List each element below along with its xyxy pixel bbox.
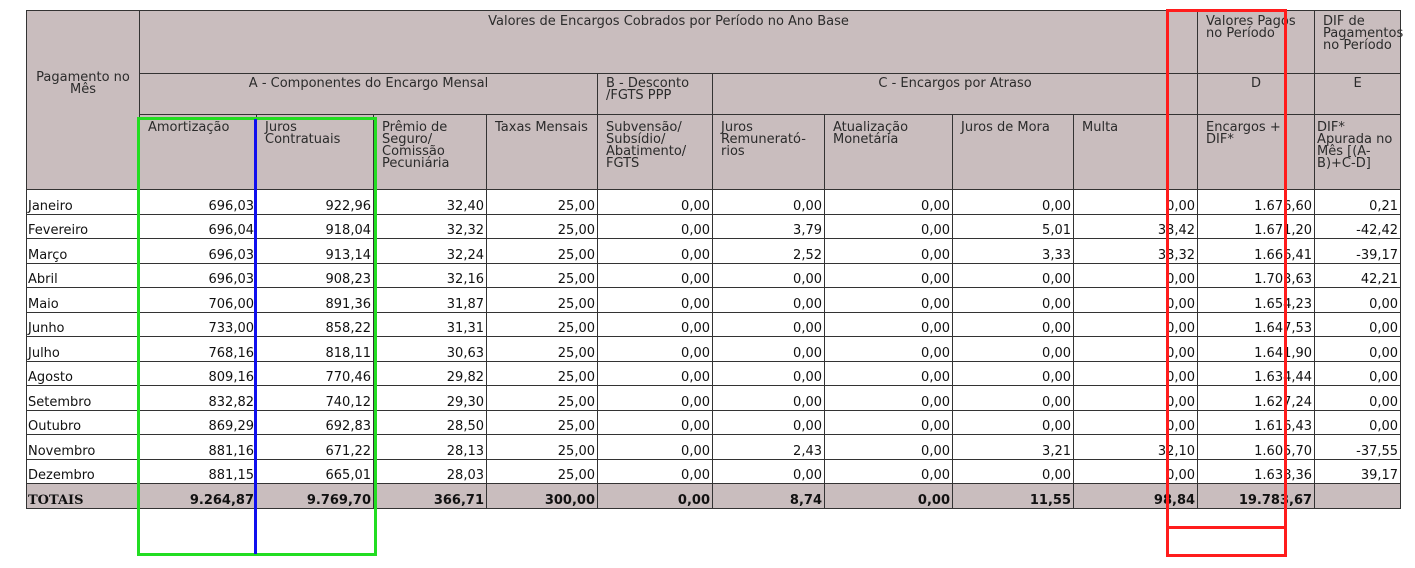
- juros-mora-cell: 3,33: [953, 239, 1074, 264]
- juros-contratuais-cell: 692,83: [257, 410, 374, 435]
- table-row: [27, 263, 1401, 288]
- amortizacao-cell: 696,04: [140, 214, 257, 239]
- col-header-juros-remuneratorios: Juros Remunerató- rios: [713, 115, 825, 190]
- month-cell: Junho: [27, 312, 140, 337]
- atualizacao-monetaria-cell: 0,00: [825, 239, 953, 264]
- juros-remuneratorios-cell: 0,00: [713, 263, 825, 288]
- month-cell: Julho: [27, 337, 140, 362]
- total-juros-remuneratorios: 8,74: [713, 484, 825, 509]
- atualizacao-monetaria-cell: 0,00: [825, 214, 953, 239]
- table-row: [27, 361, 1401, 386]
- juros-mora-cell: 0,00: [953, 386, 1074, 411]
- juros-contratuais-cell: 918,04: [257, 214, 374, 239]
- taxas-mensais-cell: 25,00: [487, 214, 598, 239]
- juros-contratuais-cell: 913,14: [257, 239, 374, 264]
- premio-seguro-cell: 31,87: [374, 288, 487, 313]
- subvencao-cell: 0,00: [598, 386, 713, 411]
- table-row: [27, 410, 1401, 435]
- total-subvencao: 0,00: [598, 484, 713, 509]
- juros-contratuais-cell: 740,12: [257, 386, 374, 411]
- multa-cell: 0,00: [1074, 410, 1198, 435]
- juros-contratuais-cell: 671,22: [257, 435, 374, 460]
- table-row: [27, 459, 1401, 484]
- juros-mora-cell: 0,00: [953, 459, 1074, 484]
- subvencao-cell: 0,00: [598, 459, 713, 484]
- encargos-dif-cell: 1.671,20: [1198, 214, 1315, 239]
- sub-header-e: E: [1315, 74, 1401, 115]
- table-row: [27, 288, 1401, 313]
- taxas-mensais-cell: 25,00: [487, 263, 598, 288]
- atualizacao-monetaria-cell: 0,00: [825, 288, 953, 313]
- subvencao-cell: 0,00: [598, 263, 713, 288]
- juros-mora-cell: 0,00: [953, 190, 1074, 215]
- premio-seguro-cell: 32,24: [374, 239, 487, 264]
- table-row: [27, 435, 1401, 460]
- juros-remuneratorios-cell: 0,00: [713, 312, 825, 337]
- amortizacao-cell: 696,03: [140, 263, 257, 288]
- atualizacao-monetaria-cell: 0,00: [825, 386, 953, 411]
- multa-cell: 33,42: [1074, 214, 1198, 239]
- encargos-dif-cell: 1.634,44: [1198, 361, 1315, 386]
- month-cell: Setembro: [27, 386, 140, 411]
- subvencao-cell: 0,00: [598, 239, 713, 264]
- month-cell: Outubro: [27, 410, 140, 435]
- amortizacao-cell: 809,16: [140, 361, 257, 386]
- month-cell: Agosto: [27, 361, 140, 386]
- month-cell: Abril: [27, 263, 140, 288]
- atualizacao-monetaria-cell: 0,00: [825, 312, 953, 337]
- premio-seguro-cell: 28,13: [374, 435, 487, 460]
- encargos-dif-cell: 1.647,53: [1198, 312, 1315, 337]
- subvencao-cell: 0,00: [598, 337, 713, 362]
- juros-remuneratorios-cell: 0,00: [713, 288, 825, 313]
- multa-cell: 0,00: [1074, 459, 1198, 484]
- encargos-dif-cell: 1.666,41: [1198, 239, 1315, 264]
- subvencao-cell: 0,00: [598, 288, 713, 313]
- juros-mora-cell: 0,00: [953, 337, 1074, 362]
- atualizacao-monetaria-cell: 0,00: [825, 361, 953, 386]
- multa-cell: 0,00: [1074, 288, 1198, 313]
- juros-mora-cell: 3,21: [953, 435, 1074, 460]
- sub-header-b: B - Desconto /FGTS PPP: [598, 74, 713, 115]
- month-cell: Fevereiro: [27, 214, 140, 239]
- premio-seguro-cell: 29,30: [374, 386, 487, 411]
- corner-header: Pagamento no Mês: [27, 11, 140, 190]
- month-cell: Dezembro: [27, 459, 140, 484]
- subvencao-cell: 0,00: [598, 214, 713, 239]
- total-taxas-mensais: 300,00: [487, 484, 598, 509]
- dif-apurada-cell: 0,00: [1315, 361, 1401, 386]
- taxas-mensais-cell: 25,00: [487, 312, 598, 337]
- multa-cell: 0,00: [1074, 190, 1198, 215]
- taxas-mensais-cell: 25,00: [487, 410, 598, 435]
- table-row: [27, 190, 1401, 215]
- juros-contratuais-cell: 922,96: [257, 190, 374, 215]
- taxas-mensais-cell: 25,00: [487, 288, 598, 313]
- multa-cell: 33,32: [1074, 239, 1198, 264]
- amortizacao-cell: 706,00: [140, 288, 257, 313]
- juros-remuneratorios-cell: 0,00: [713, 337, 825, 362]
- col-header-taxas-mensais: Taxas Mensais: [487, 115, 598, 190]
- taxas-mensais-cell: 25,00: [487, 337, 598, 362]
- premio-seguro-cell: 32,32: [374, 214, 487, 239]
- juros-mora-cell: 0,00: [953, 288, 1074, 313]
- month-cell: Janeiro: [27, 190, 140, 215]
- amortizacao-cell: 696,03: [140, 190, 257, 215]
- subvencao-cell: 0,00: [598, 190, 713, 215]
- total-dif-apurada: [1315, 484, 1401, 509]
- amortizacao-cell: 881,15: [140, 459, 257, 484]
- month-cell: Novembro: [27, 435, 140, 460]
- table-row: [27, 214, 1401, 239]
- premio-seguro-cell: 32,40: [374, 190, 487, 215]
- encargos-dif-cell: 1.616,43: [1198, 410, 1315, 435]
- juros-contratuais-cell: 858,22: [257, 312, 374, 337]
- total-atualizacao-monetaria: 0,00: [825, 484, 953, 509]
- dif-apurada-cell: 0,00: [1315, 337, 1401, 362]
- subvencao-cell: 0,00: [598, 410, 713, 435]
- subvencao-cell: 0,00: [598, 312, 713, 337]
- encargos-dif-cell: 1.627,24: [1198, 386, 1315, 411]
- total-encargos-dif: 19.783,67: [1198, 484, 1315, 509]
- col-header-encargos-dif: Encargos + DIF*: [1198, 115, 1315, 190]
- taxas-mensais-cell: 25,00: [487, 190, 598, 215]
- dif-apurada-cell: -42,42: [1315, 214, 1401, 239]
- total-multa: 98,84: [1074, 484, 1198, 509]
- subvencao-cell: 0,00: [598, 361, 713, 386]
- col-header-subvencao: Subvensão/ Subsídio/ Abatimento/ FGTS: [598, 115, 713, 190]
- juros-remuneratorios-cell: 0,00: [713, 386, 825, 411]
- col-header-juros-contratuais: Juros Contratuais: [257, 115, 374, 190]
- amortizacao-cell: 768,16: [140, 337, 257, 362]
- group-title-header: Valores de Encargos Cobrados por Período no Ano Base: [140, 11, 1198, 74]
- table-row: [27, 386, 1401, 411]
- taxas-mensais-cell: 25,00: [487, 386, 598, 411]
- d-group-header: Valores Pagos no Período: [1198, 11, 1315, 74]
- total-premio-seguro: 366,71: [374, 484, 487, 509]
- multa-cell: 0,00: [1074, 337, 1198, 362]
- dif-apurada-cell: 42,21: [1315, 263, 1401, 288]
- juros-remuneratorios-cell: 3,79: [713, 214, 825, 239]
- atualizacao-monetaria-cell: 0,00: [825, 459, 953, 484]
- dif-apurada-cell: 0,21: [1315, 190, 1401, 215]
- premio-seguro-cell: 31,31: [374, 312, 487, 337]
- taxas-mensais-cell: 25,00: [487, 459, 598, 484]
- table-row: [27, 239, 1401, 264]
- dif-apurada-cell: 39,17: [1315, 459, 1401, 484]
- dif-apurada-cell: 0,00: [1315, 386, 1401, 411]
- encargos-dif-cell: 1.641,90: [1198, 337, 1315, 362]
- atualizacao-monetaria-cell: 0,00: [825, 410, 953, 435]
- premio-seguro-cell: 29,82: [374, 361, 487, 386]
- taxas-mensais-cell: 25,00: [487, 361, 598, 386]
- amortizacao-cell: 696,03: [140, 239, 257, 264]
- multa-cell: 0,00: [1074, 361, 1198, 386]
- juros-mora-cell: 0,00: [953, 361, 1074, 386]
- dif-apurada-cell: 0,00: [1315, 312, 1401, 337]
- juros-remuneratorios-cell: 2,43: [713, 435, 825, 460]
- encargos-dif-cell: 1.676,60: [1198, 190, 1315, 215]
- juros-remuneratorios-cell: 0,00: [713, 459, 825, 484]
- multa-cell: 0,00: [1074, 386, 1198, 411]
- juros-mora-cell: 5,01: [953, 214, 1074, 239]
- sub-header-a: A - Componentes do Encargo Mensal: [140, 74, 598, 115]
- juros-mora-cell: 0,00: [953, 312, 1074, 337]
- encargos-report: [26, 10, 1404, 509]
- amortizacao-cell: 832,82: [140, 386, 257, 411]
- multa-cell: 0,00: [1074, 263, 1198, 288]
- totals-label: TOTAIS: [27, 484, 140, 509]
- atualizacao-monetaria-cell: 0,00: [825, 337, 953, 362]
- amortizacao-cell: 881,16: [140, 435, 257, 460]
- premio-seguro-cell: 30,63: [374, 337, 487, 362]
- col-header-multa: Multa: [1074, 115, 1198, 190]
- col-header-amortizacao: Amortização: [140, 115, 257, 190]
- amortizacao-cell: 733,00: [140, 312, 257, 337]
- encargos-dif-cell: 1.638,36: [1198, 459, 1315, 484]
- atualizacao-monetaria-cell: 0,00: [825, 263, 953, 288]
- total-juros-contratuais: 9.769,70: [257, 484, 374, 509]
- dif-apurada-cell: 0,00: [1315, 288, 1401, 313]
- month-cell: Maio: [27, 288, 140, 313]
- totals-row: [27, 484, 1401, 509]
- month-cell: Março: [27, 239, 140, 264]
- col-header-atualizacao-monetaria: Atualização Monetária: [825, 115, 953, 190]
- juros-remuneratorios-cell: 2,52: [713, 239, 825, 264]
- col-header-dif-apurada: DIF* Apurada no Mês [(A-B)+C-D]: [1315, 115, 1401, 190]
- subvencao-cell: 0,00: [598, 435, 713, 460]
- total-juros-mora: 11,55: [953, 484, 1074, 509]
- total-amortizacao: 9.264,87: [140, 484, 257, 509]
- juros-contratuais-cell: 665,01: [257, 459, 374, 484]
- taxas-mensais-cell: 25,00: [487, 435, 598, 460]
- red-total-highlight-box: [1166, 526, 1287, 557]
- premio-seguro-cell: 28,03: [374, 459, 487, 484]
- juros-contratuais-cell: 891,36: [257, 288, 374, 313]
- multa-cell: 32,10: [1074, 435, 1198, 460]
- juros-contratuais-cell: 908,23: [257, 263, 374, 288]
- multa-cell: 0,00: [1074, 312, 1198, 337]
- amortizacao-cell: 869,29: [140, 410, 257, 435]
- col-header-premio-seguro: Prêmio de Seguro/ Comissão Pecuniária: [374, 115, 487, 190]
- sub-header-c: C - Encargos por Atraso: [713, 74, 1198, 115]
- atualizacao-monetaria-cell: 0,00: [825, 435, 953, 460]
- col-header-juros-mora: Juros de Mora: [953, 115, 1074, 190]
- juros-contratuais-cell: 818,11: [257, 337, 374, 362]
- juros-remuneratorios-cell: 0,00: [713, 410, 825, 435]
- encargos-dif-cell: 1.703,63: [1198, 263, 1315, 288]
- juros-remuneratorios-cell: 0,00: [713, 190, 825, 215]
- encargos-table: [26, 10, 1404, 509]
- taxas-mensais-cell: 25,00: [487, 239, 598, 264]
- premio-seguro-cell: 28,50: [374, 410, 487, 435]
- table-row: [27, 337, 1401, 362]
- e-group-header: DIF de Pagamentos no Período: [1315, 11, 1401, 74]
- atualizacao-monetaria-cell: 0,00: [825, 190, 953, 215]
- dif-apurada-cell: 0,00: [1315, 410, 1401, 435]
- encargos-dif-cell: 1.605,70: [1198, 435, 1315, 460]
- dif-apurada-cell: -37,55: [1315, 435, 1401, 460]
- table-row: [27, 312, 1401, 337]
- encargos-dif-cell: 1.654,23: [1198, 288, 1315, 313]
- dif-apurada-cell: -39,17: [1315, 239, 1401, 264]
- juros-mora-cell: 0,00: [953, 263, 1074, 288]
- juros-contratuais-cell: 770,46: [257, 361, 374, 386]
- premio-seguro-cell: 32,16: [374, 263, 487, 288]
- juros-remuneratorios-cell: 0,00: [713, 361, 825, 386]
- juros-mora-cell: 0,00: [953, 410, 1074, 435]
- sub-header-d: D: [1198, 74, 1315, 115]
